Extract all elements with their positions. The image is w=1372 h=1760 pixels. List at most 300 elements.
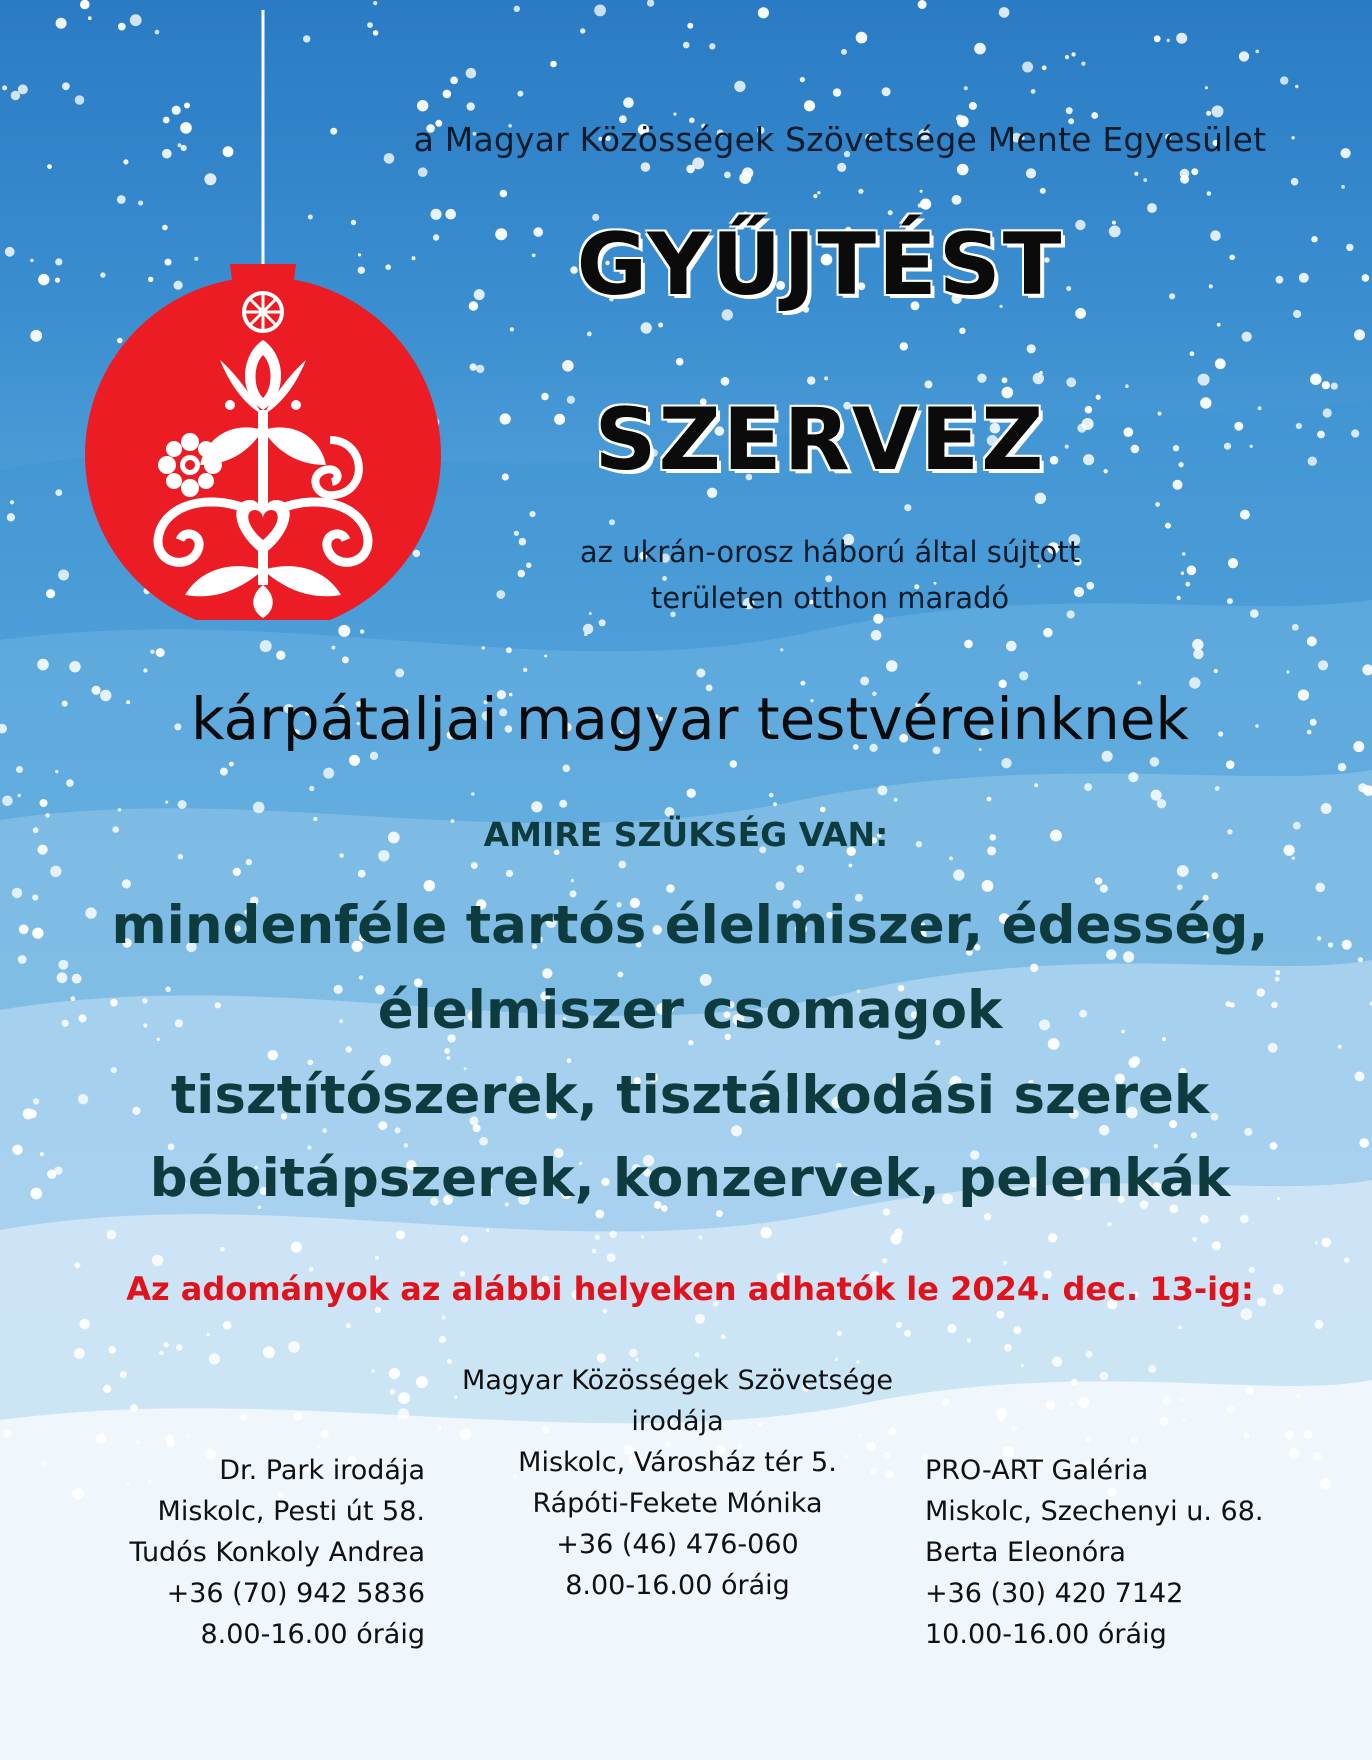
location-phone: +36 (30) 420 7142 (925, 1578, 1184, 1609)
snowflake (824, 376, 828, 380)
snowflake (1354, 329, 1365, 340)
snowflake (1162, 1396, 1172, 1406)
snowflake (1065, 55, 1069, 59)
snowflake (1003, 1261, 1007, 1265)
snowflake (618, 861, 626, 869)
snowflake (673, 113, 676, 116)
snowflake (967, 1339, 971, 1343)
needs-item: bébitápszerek, konzervek, pelenkák (149, 1148, 1231, 1209)
snowflake (103, 1385, 111, 1393)
snowflake (390, 1389, 396, 1395)
snowflake (813, 194, 817, 198)
snowflake (1240, 1214, 1249, 1223)
snowflake (1268, 1043, 1278, 1053)
snowflake (698, 1235, 702, 1239)
snowflake (683, 42, 690, 49)
snowflake (1084, 783, 1092, 791)
snowflake (1066, 107, 1073, 114)
snowflake (506, 647, 512, 653)
snowflake (1344, 1258, 1349, 1263)
snowflake (730, 760, 737, 767)
snowflake (474, 289, 485, 300)
snowflake (1193, 649, 1203, 659)
snowflake (1180, 1397, 1185, 1402)
snowflake (1181, 572, 1184, 575)
snowflake (529, 511, 535, 517)
snowflake (1200, 1215, 1209, 1224)
snowflake (373, 1, 377, 5)
snowflake (641, 1235, 644, 1238)
snowflake (1095, 877, 1102, 884)
snowflake (1242, 332, 1252, 342)
snowflake (317, 1445, 321, 1449)
snowflake (389, 1368, 400, 1379)
deadline-notice: Az adományok az alábbi helyeken adhatók le 2024. dec. 13-ig: (126, 1270, 1254, 1308)
snowflake (1355, 1072, 1365, 1082)
snowflake (1284, 845, 1295, 856)
snowflake (721, 377, 730, 386)
snowflake (56, 18, 67, 29)
snowflake (30, 1188, 42, 1200)
snowflake (807, 376, 815, 384)
snowflake (461, 1235, 469, 1243)
snowflake (1318, 660, 1328, 670)
snowflake (143, 668, 147, 672)
snowflake (309, 786, 314, 791)
snowflake (1147, 203, 1157, 213)
snowflake (1180, 175, 1189, 184)
snowflake (1291, 178, 1299, 186)
snowflake (220, 1247, 225, 1252)
snowflake (1246, 1386, 1255, 1395)
snowflake (321, 1430, 329, 1438)
snowflake (1362, 274, 1370, 282)
snowflake (1179, 462, 1184, 467)
snowflake (877, 785, 887, 795)
snowflake (1130, 1437, 1137, 1444)
snowflake (1100, 1372, 1109, 1381)
snowflake (584, 633, 588, 637)
snowflake (55, 489, 62, 496)
snowflake (220, 768, 228, 776)
snowflake (398, 1392, 410, 1404)
snowflake (1299, 273, 1309, 283)
snowflake (562, 360, 574, 372)
snowflake (1341, 148, 1351, 158)
snowflake (482, 646, 485, 649)
snowflake (120, 1371, 127, 1378)
snowflake (500, 190, 508, 198)
snowflake (1173, 445, 1179, 451)
snowflake (1027, 344, 1036, 353)
snowflake (894, 798, 898, 802)
snowflake (1167, 39, 1170, 42)
snowflake (470, 363, 477, 370)
snowflake (1107, 1222, 1111, 1226)
snowflake (984, 1213, 991, 1220)
snowflake (882, 1258, 887, 1263)
snowflake (1227, 598, 1233, 604)
snowflake (1353, 741, 1364, 752)
snowflake (159, 1351, 164, 1356)
snowflake (41, 1460, 48, 1467)
snowflake (1346, 244, 1353, 251)
snowflake (122, 879, 131, 888)
snowflake (886, 660, 898, 672)
snowflake (518, 570, 526, 578)
location-hours: 8.00-16.00 óráig (565, 1570, 790, 1601)
snowflake (12, 888, 22, 898)
snowflake (291, 1242, 302, 1253)
snowflake (1081, 62, 1085, 66)
snowflake (559, 800, 567, 808)
location-phone: +36 (46) 476-060 (556, 1529, 799, 1560)
snowflake (1091, 112, 1098, 119)
snowflake (841, 49, 847, 55)
snowflake (1217, 323, 1221, 327)
location-name: Dr. Park irodája (219, 1455, 425, 1486)
snowflake (1280, 76, 1288, 84)
snowflake (1240, 1308, 1252, 1320)
snowflake (349, 755, 360, 766)
snowflake (323, 768, 334, 779)
snowflake (2, 85, 7, 90)
snowflake (920, 199, 931, 210)
snowflake (1358, 957, 1363, 962)
snowflake (395, 1127, 401, 1133)
snowflake (856, 32, 868, 44)
location-phone: +36 (70) 942 5836 (166, 1578, 425, 1609)
snowflake (996, 1408, 1007, 1419)
snowflake (550, 61, 557, 68)
snowflake (30, 259, 33, 262)
needs-heading: AMIRE SZÜKSÉG VAN: (483, 815, 889, 854)
snowflake (977, 374, 986, 383)
snowflake (873, 614, 883, 624)
snowflake (288, 1341, 300, 1353)
snowflake (641, 162, 651, 172)
snowflake (360, 629, 364, 633)
location-hours: 10.00-16.00 óráig (925, 1619, 1167, 1650)
snowflake (7, 513, 15, 521)
snowflake (1338, 1045, 1342, 1049)
snowflake (1165, 523, 1171, 529)
snowflake (1040, 188, 1046, 194)
snowflake (776, 881, 785, 890)
snowflake (246, 859, 252, 865)
snowflake (346, 1046, 352, 1052)
snowflake (106, 1230, 116, 1240)
location-middle (440, 1360, 915, 1606)
snowflake (517, 91, 523, 97)
snowflake (1192, 1237, 1197, 1242)
snowflake (942, 1399, 950, 1407)
snowflake (883, 1208, 890, 1215)
snowflake (1157, 799, 1166, 808)
snowflake (1322, 1238, 1332, 1248)
snowflake (339, 853, 343, 857)
snowflake (79, 1319, 89, 1329)
snowflake (58, 570, 69, 581)
snowflake (467, 102, 475, 110)
snowflake (1190, 351, 1195, 356)
snowflake (33, 1098, 39, 1104)
snowflake (1173, 480, 1183, 490)
snowflake (1304, 1430, 1313, 1439)
snowflake (1205, 86, 1208, 89)
snowflake (1019, 671, 1028, 680)
snowflake (607, 1253, 616, 1262)
snowflake (30, 330, 42, 342)
snowflake (1022, 62, 1033, 73)
snowflake (1209, 284, 1213, 288)
recipients-line: kárpátaljai magyar testvéreinknek (190, 685, 1190, 753)
snowflake (233, 868, 241, 876)
location-address: Miskolc, Városház tér 5. (518, 1447, 837, 1478)
snowflake (686, 165, 695, 174)
snowflake (58, 960, 68, 970)
snowflake (486, 1229, 489, 1232)
snowflake (687, 789, 696, 798)
snowflake (1227, 1404, 1236, 1413)
snowflake (450, 77, 458, 85)
snowflake (40, 1152, 44, 1156)
snowflake (920, 190, 923, 193)
snowflake (1021, 1364, 1024, 1367)
snowflake (506, 870, 513, 877)
snowflake (1158, 412, 1162, 416)
snowflake (817, 191, 820, 194)
snowflake (1215, 358, 1226, 369)
snowflake (338, 625, 350, 637)
snowflake (1258, 406, 1262, 410)
snowflake (510, 327, 514, 331)
snowflake (1310, 374, 1322, 386)
snowflake (964, 86, 968, 90)
snowflake (1212, 872, 1219, 879)
snowflake (641, 322, 652, 333)
snowflake (135, 1440, 140, 1445)
snowflake (229, 762, 234, 767)
snowflake (12, 1145, 22, 1155)
snowflake (1311, 236, 1317, 242)
snowflake (609, 1231, 616, 1238)
snowflake (207, 1333, 210, 1336)
snowflake (1154, 35, 1161, 42)
snowflake (1359, 1138, 1369, 1148)
snowflake (471, 792, 475, 796)
snowflake (571, 879, 574, 882)
snowflake (268, 1050, 278, 1060)
snowflake (837, 163, 846, 172)
snowflake (178, 800, 187, 809)
snowflake (709, 43, 715, 49)
snowflake (74, 1348, 85, 1359)
christmas-bauble-folk-pattern-icon (80, 10, 450, 620)
snowflake (1200, 397, 1211, 408)
snowflake (46, 589, 55, 598)
snowflake (1035, 493, 1046, 504)
location-name: Magyar Közösségek Szövetsége (462, 1365, 893, 1396)
snowflake (974, 43, 986, 55)
snowflake (734, 81, 745, 92)
snowflake (346, 1323, 351, 1328)
snowflake (1001, 758, 1011, 768)
snowflake (969, 102, 977, 110)
snowflake (1243, 1433, 1249, 1439)
snowflake (331, 646, 335, 650)
organizer-line: a Magyar Közösségek Szövetsége Mente Egyesület (413, 120, 1267, 159)
snowflake (1148, 1365, 1156, 1373)
snowflake (395, 668, 404, 677)
snowflake (253, 802, 265, 814)
snowflake (1250, 609, 1259, 618)
snowflake (342, 656, 349, 663)
snowflake (918, 0, 927, 9)
snowflake (957, 164, 969, 176)
snowflake (1071, 1379, 1077, 1385)
snowflake (904, 504, 911, 511)
snowflake (1026, 168, 1036, 178)
snowflake (1014, 1326, 1022, 1334)
needs-item: élelmiszer csomagok (377, 980, 1003, 1041)
snowflake (471, 862, 478, 869)
snowflake (882, 87, 891, 96)
snowflake (695, 1314, 705, 1324)
location-contact: Tudós Konkoly Andrea (129, 1537, 425, 1568)
snowflake (2, 796, 13, 807)
snowflake (263, 1346, 275, 1358)
snowflake (731, 1125, 742, 1136)
snowflake (1178, 1326, 1181, 1329)
snowflake (96, 1433, 107, 1444)
snowflake (108, 1346, 116, 1354)
snowflake (3, 1429, 11, 1437)
snowflake (1182, 1419, 1185, 1422)
snowflake (165, 801, 168, 804)
snowflake (858, 189, 863, 194)
snowflake (178, 854, 184, 860)
snowflake (28, 1110, 37, 1119)
snowflake (1099, 1125, 1110, 1136)
snowflake (1286, 671, 1289, 674)
snowflake (1046, 1400, 1056, 1410)
snowflake (469, 301, 478, 310)
snowflake (1155, 502, 1160, 507)
snowflake (164, 1342, 169, 1347)
snowflake (1328, 942, 1333, 947)
snowflake (1285, 1430, 1294, 1439)
snowflake (18, 84, 28, 94)
snowflake (563, 765, 571, 773)
snowflake (1031, 89, 1036, 94)
snowflake (531, 801, 542, 812)
snowflake (118, 808, 122, 812)
snowflake (19, 925, 29, 935)
snowflake (32, 894, 38, 900)
snowflake (38, 274, 49, 285)
snowflake (542, 968, 552, 978)
snowflake (918, 204, 922, 208)
snowflake (1293, 822, 1301, 830)
snowflake (1182, 552, 1186, 556)
snowflake (152, 1255, 163, 1266)
snowflake (1275, 970, 1280, 975)
snowflake (1240, 510, 1250, 520)
snowflake (1085, 1436, 1092, 1443)
snowflake (666, 884, 675, 893)
snowflake (1069, 1403, 1073, 1407)
snowflake (0, 724, 7, 734)
snowflake (1234, 422, 1243, 431)
snowflake (55, 258, 62, 265)
snowflake (1351, 429, 1359, 437)
snowflake (156, 648, 165, 657)
snowflake (1100, 885, 1108, 893)
snowflake (1086, 1351, 1093, 1358)
snowflake (724, 172, 731, 179)
snowflake (260, 640, 272, 652)
snowflake (1308, 457, 1317, 466)
snowflake (371, 1369, 375, 1373)
snowflake (1214, 669, 1218, 673)
snowflake (695, 1352, 700, 1357)
snowflake (890, 1233, 901, 1244)
snowflake (50, 866, 61, 877)
snowflake (1338, 763, 1346, 771)
snowflake (5, 247, 15, 257)
snowflake (1315, 1241, 1318, 1244)
snowflake (1169, 293, 1175, 299)
snowflake (761, 1227, 772, 1238)
snowflake (523, 668, 527, 672)
snowflake (1043, 628, 1052, 637)
snowflake (804, 100, 815, 111)
snowflake (130, 1404, 138, 1412)
snowflake (676, 358, 684, 366)
snowflake (1323, 408, 1332, 417)
snowflake (209, 1353, 220, 1364)
snowflake (112, 826, 119, 833)
snowflake (1295, 85, 1298, 88)
snowflake (1321, 803, 1332, 814)
snowflake (1228, 558, 1238, 568)
snowflake (479, 1137, 488, 1146)
snowflake (358, 870, 366, 878)
snowflake (592, 1249, 597, 1254)
subtitle-line-1: az ukrán-orosz háború által sújtott (579, 535, 1081, 569)
snowflake (1030, 964, 1038, 972)
snowflake (1177, 865, 1189, 877)
snowflake (1239, 51, 1249, 61)
snowflake (322, 1128, 327, 1133)
snowflake (1314, 1320, 1323, 1329)
snowflake (1341, 185, 1345, 189)
title-line-1: GYŰJTÉST (576, 215, 1064, 315)
snowflake (949, 857, 953, 861)
snowflake (1212, 1241, 1221, 1250)
snowflake (1198, 374, 1210, 386)
snowflake (1191, 168, 1198, 175)
snowflake (1185, 582, 1190, 587)
location-contact: Rápóti-Fekete Mónika (532, 1488, 823, 1519)
snowflake (1042, 65, 1047, 70)
snowflake (223, 1321, 231, 1329)
snowflake (758, 7, 769, 18)
snowflake (959, 328, 965, 334)
snowflake (1034, 783, 1038, 787)
snowflake (16, 766, 23, 773)
